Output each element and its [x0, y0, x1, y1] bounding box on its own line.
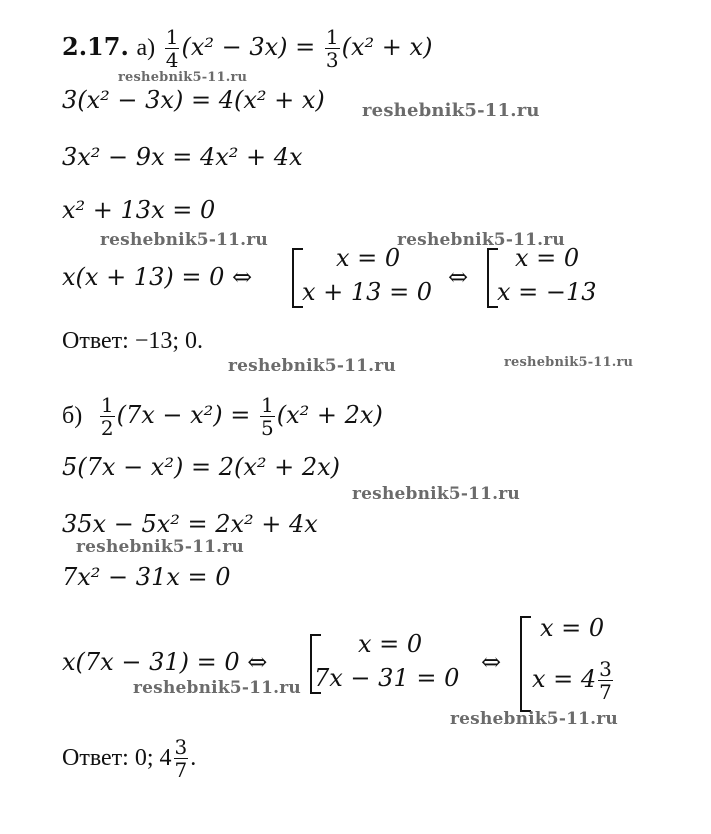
part-b-heading-line: [62, 394, 383, 439]
system-row: x = −13: [497, 278, 597, 306]
system-row: 7x − 31 = 0: [314, 664, 460, 692]
part-b-label: б): [62, 403, 83, 429]
step-a-1: 3(x² − 3x) = 4(x² + x): [62, 86, 325, 114]
fraction-one-fifth: $\frac{1}{5}$: [261, 393, 274, 440]
answer-b: Ответ: 0; 4 $\frac{3}{7}$ .: [62, 735, 197, 782]
equation-left: (7x − x²) =: [116, 401, 251, 429]
part-a-label: а): [136, 35, 156, 61]
step-b-2: 35x − 5x² = 2x² + 4x: [62, 510, 318, 538]
step-b-4-lhs: x(7x − 31) = 0 ⇔: [62, 648, 268, 676]
equation-right: (x² + 2x): [276, 401, 383, 429]
system-row: x + 13 = 0: [302, 278, 433, 306]
watermark: reshebnik5-11.ru: [100, 230, 268, 250]
problem-number: 2.17.: [62, 32, 129, 61]
equivalence-sign: ⇔: [448, 263, 469, 291]
fraction-one-quarter: $\frac{1}{4}$: [165, 25, 179, 72]
system-row: x = 0: [336, 244, 401, 272]
problem-heading-line: [62, 26, 432, 71]
watermark: reshebnik5-11.ru: [76, 537, 244, 557]
system-row: x = 4 $\frac{3}{7}$: [532, 657, 612, 704]
watermark: reshebnik5-11.ru: [352, 484, 520, 504]
system-row: x = 0: [540, 614, 605, 642]
step-a-3: x² + 13x = 0: [62, 196, 216, 224]
step-b-1: 5(7x − x²) = 2(x² + 2x): [62, 453, 341, 481]
equivalence-sign: ⇔: [481, 648, 502, 676]
step-a-4-lhs: x(x + 13) = 0 ⇔: [62, 263, 253, 291]
system-bracket: [520, 616, 531, 712]
fraction-one-half: $\frac{1}{2}$: [100, 393, 114, 440]
step-b-3: 7x² − 31x = 0: [62, 563, 231, 591]
watermark: reshebnik5-11.ru: [504, 355, 634, 370]
watermark: reshebnik5-11.ru: [362, 100, 540, 121]
equation-left: (x² − 3x) =: [181, 33, 316, 61]
fraction-three-sevenths: $\frac{3}{7}$: [599, 657, 612, 704]
watermark: reshebnik5-11.ru: [450, 709, 618, 729]
watermark: reshebnik5-11.ru: [118, 70, 248, 85]
answer-a: Ответ: −13; 0.: [62, 328, 204, 354]
fraction-one-third: $\frac{1}{3}$: [325, 25, 339, 72]
equation-right: (x² + x): [341, 33, 433, 61]
watermark: reshebnik5-11.ru: [397, 230, 565, 250]
watermark: reshebnik5-11.ru: [133, 678, 301, 698]
fraction-three-sevenths: $\frac{3}{7}$: [174, 735, 188, 782]
system-row: x = 0: [515, 244, 580, 272]
system-row: x = 0: [358, 630, 423, 658]
step-a-2: 3x² − 9x = 4x² + 4x: [62, 143, 303, 171]
watermark: reshebnik5-11.ru: [228, 356, 396, 376]
